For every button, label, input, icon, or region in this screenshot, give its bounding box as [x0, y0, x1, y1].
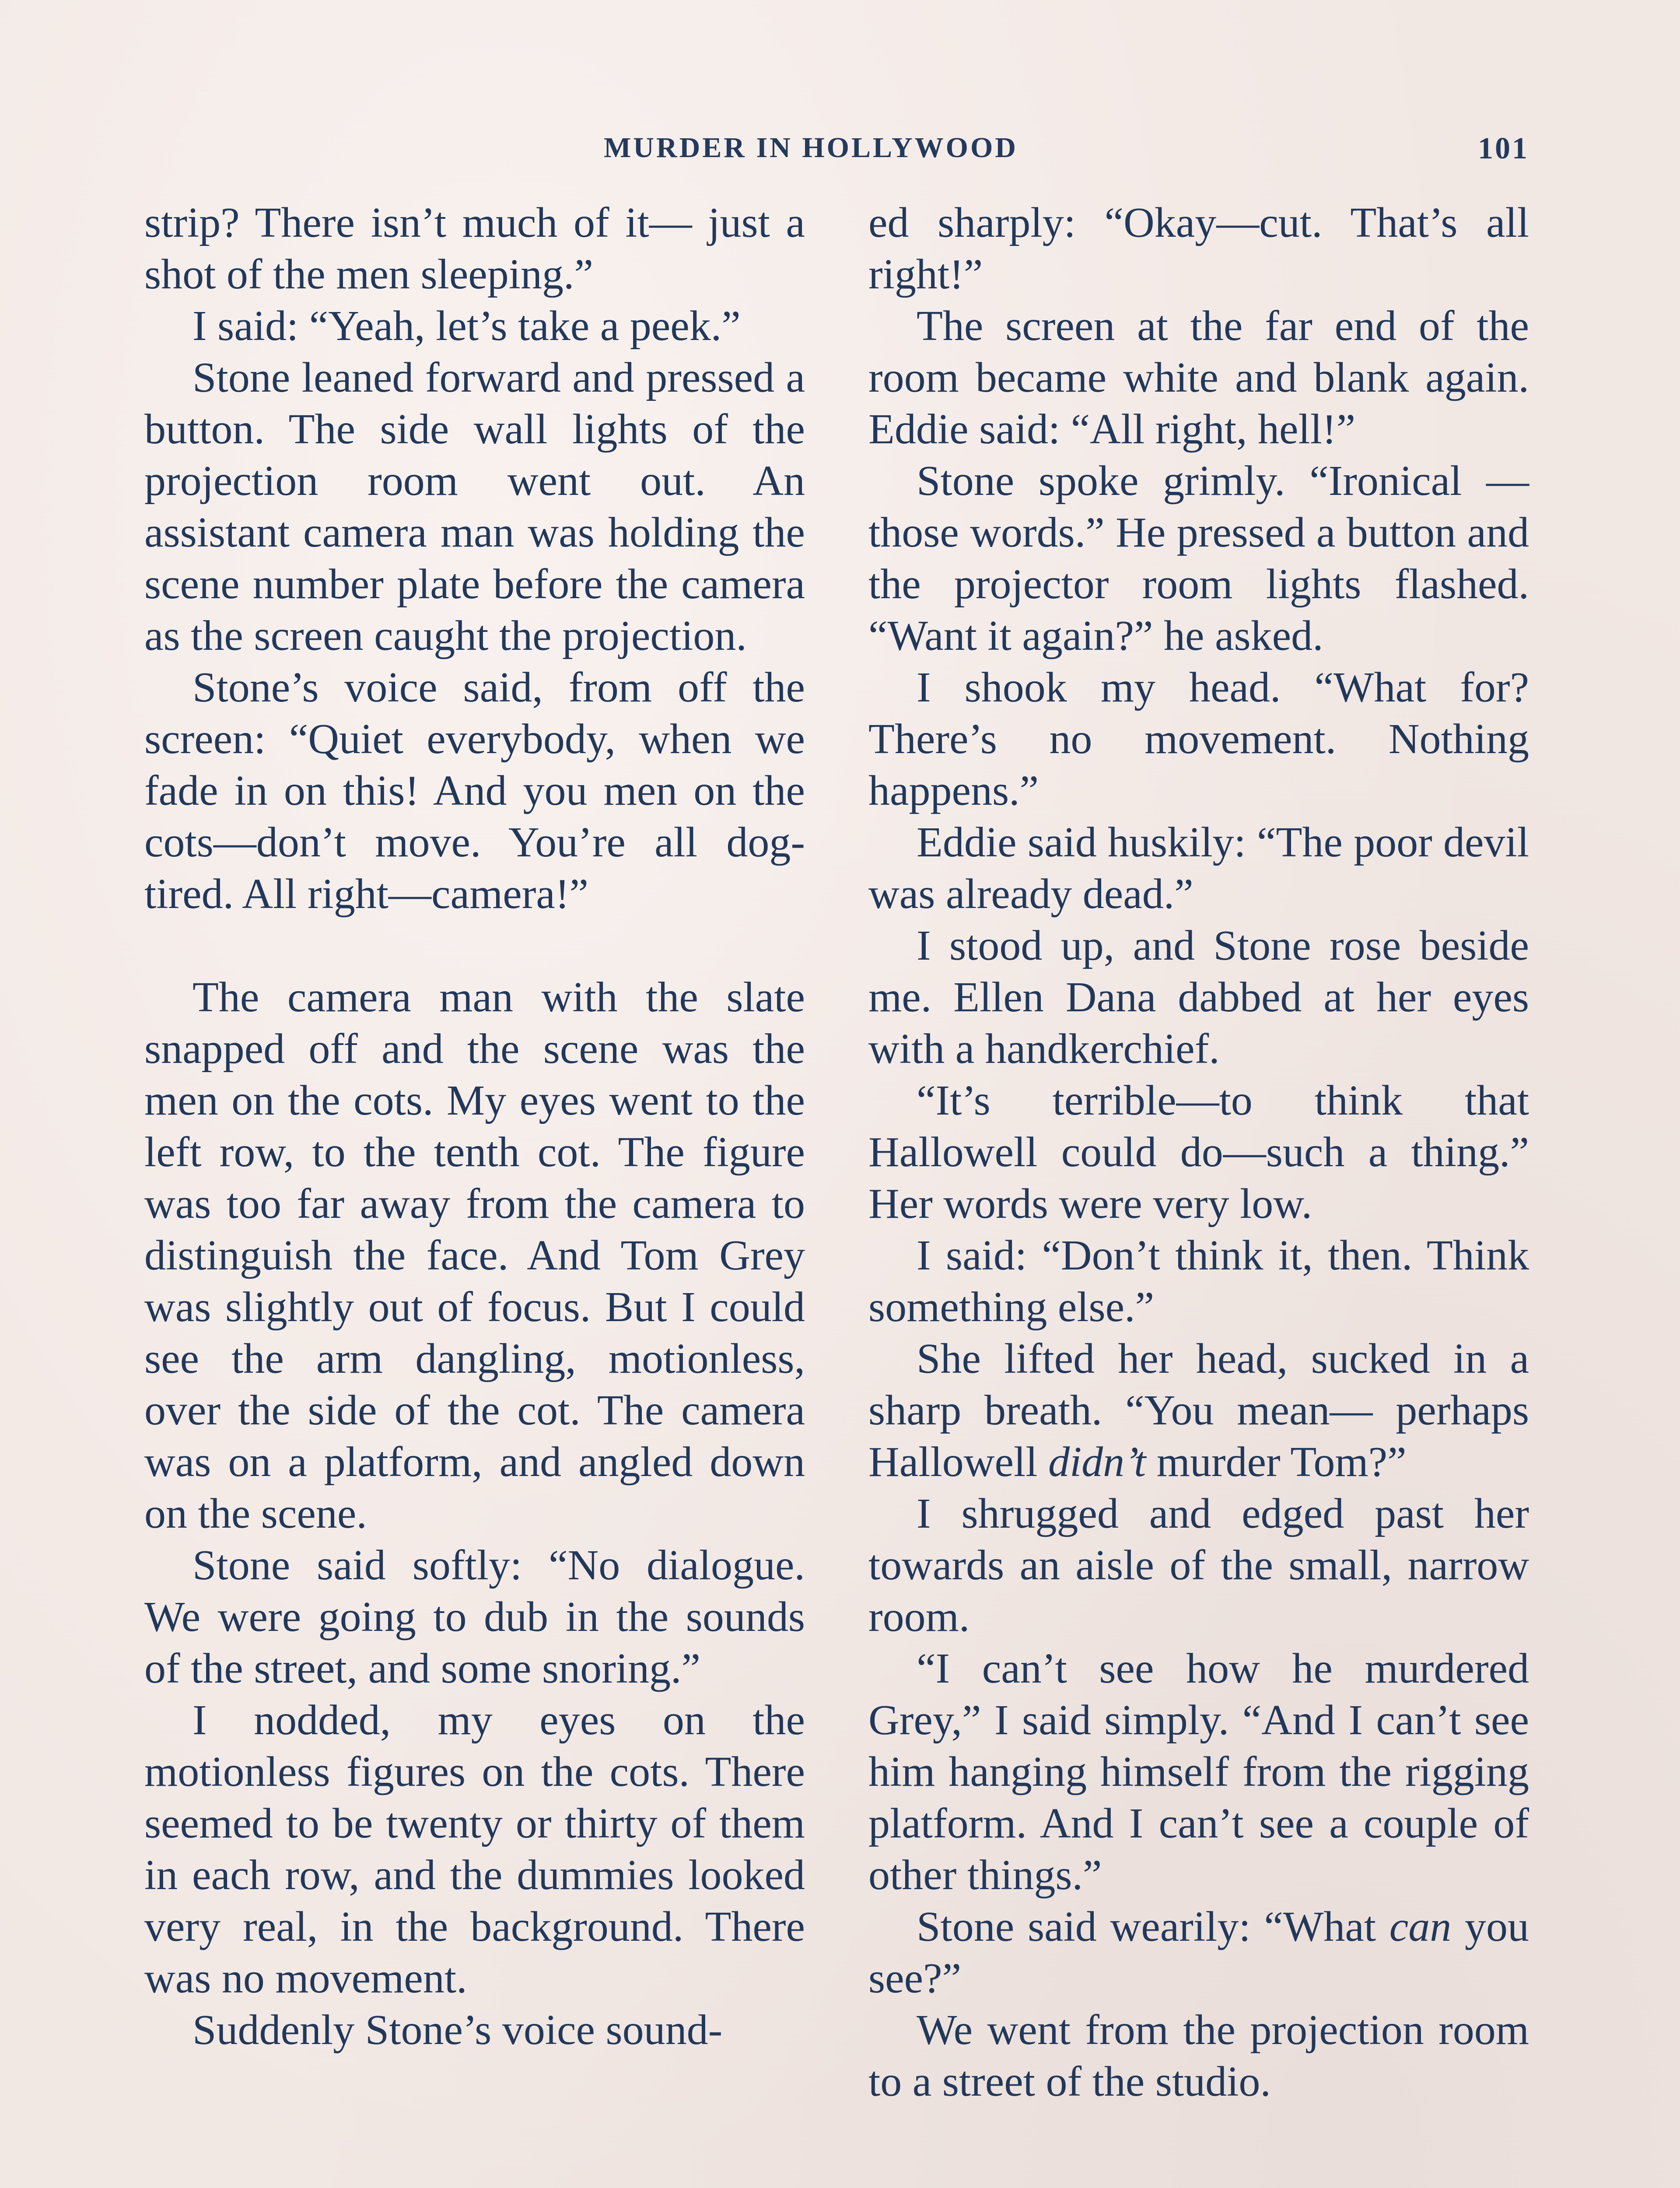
page-number: 101	[1478, 132, 1529, 165]
paragraph: I said: “Don’t think it, then. Think something else.”	[868, 1232, 1529, 1331]
paragraph: “It’s terrible—to think that Hallowell could do—such a thing.” Her words were very low.	[868, 1077, 1529, 1227]
paragraph: Eddie said huskily: “The poor devil was already dead.”	[868, 819, 1529, 918]
left-column	[144, 197, 805, 2056]
paragraph: ed sharply: “Okay—cut. That’s all right!”	[868, 199, 1529, 298]
text-run: Stone said wearily: “What	[917, 1903, 1390, 1950]
paragraph: strip? There isn’t much of it— just a shot of the men sleeping.”	[144, 199, 805, 298]
paragraph: The camera man with the slate snapped off and the scene was the men on the cots. My eyes went to the left row, to the tenth cot. The figure was too far away from the camera to distinguish the face. And Tom Grey was slightly out of focus. But I could see the arm dangling, motionless, over the side of the cot. The camera was on a platform, and angled down on the scene.	[144, 974, 805, 1537]
text-run: you see?”	[868, 1903, 1529, 2002]
paragraph: Stone said softly: “No dialogue. We were going to dub in the sounds of the street, and some snoring.”	[144, 1542, 805, 1692]
paragraph: The screen at the far end of the room became white and blank again. Eddie said: “All right, hell!”	[868, 302, 1529, 453]
running-title: MURDER IN HOLLYWOOD	[604, 132, 1018, 164]
text-run: She lifted her head, sucked in a sharp breath. “You mean— perhaps Hallowell	[868, 1335, 1529, 1486]
text-run: murder Tom?”	[1146, 1438, 1407, 1486]
paragraph: “I can’t see how he murdered Grey,” I said simply. “And I can’t see him hanging himself from the rigging platform. And I can’t see a couple of other things.”	[868, 1645, 1529, 1899]
right-column	[868, 197, 1529, 2107]
paragraph	[868, 1901, 1529, 2004]
paragraph: Stone spoke grimly. “Ironical —those words.” He pressed a button and the projector room lights flashed. “Want it again?” he asked.	[868, 457, 1529, 659]
paragraph	[868, 1333, 1529, 1488]
paragraph: Stone’s voice said, from off the screen: “Quiet everybody, when we fade in on this! And you men on the cots—don’t move. You’re all dog-tired. All right—camera!”	[144, 664, 805, 918]
paragraph: We went from the projection room to a street of the studio.	[868, 2006, 1529, 2105]
paragraph: I said: “Yeah, let’s take a peek.”	[192, 302, 741, 350]
italic-word: didn’t	[1048, 1438, 1146, 1486]
paragraph: I shook my head. “What for? There’s no movement. Nothing happens.”	[868, 664, 1529, 814]
paragraph: I shrugged and edged past her towards an aisle of the small, narrow room.	[868, 1490, 1529, 1641]
paragraph: Stone leaned forward and pressed a button. The side wall lights of the projection room went out. An assistant camera man was holding the scene number plate before the camera as the screen caught the projection.	[144, 354, 805, 659]
italic-word: can	[1389, 1903, 1452, 1950]
paragraph: I nodded, my eyes on the motionless figures on the cots. There seemed to be twenty or thirty of them in each row, and the dummies looked very real, in the background. There was no movement.	[144, 1697, 805, 2002]
paragraph: Suddenly Stone’s voice sound-	[192, 2006, 723, 2054]
paragraph: I stood up, and Stone rose beside me. Ellen Dana dabbed at her eyes with a handkerchief.	[868, 922, 1529, 1073]
